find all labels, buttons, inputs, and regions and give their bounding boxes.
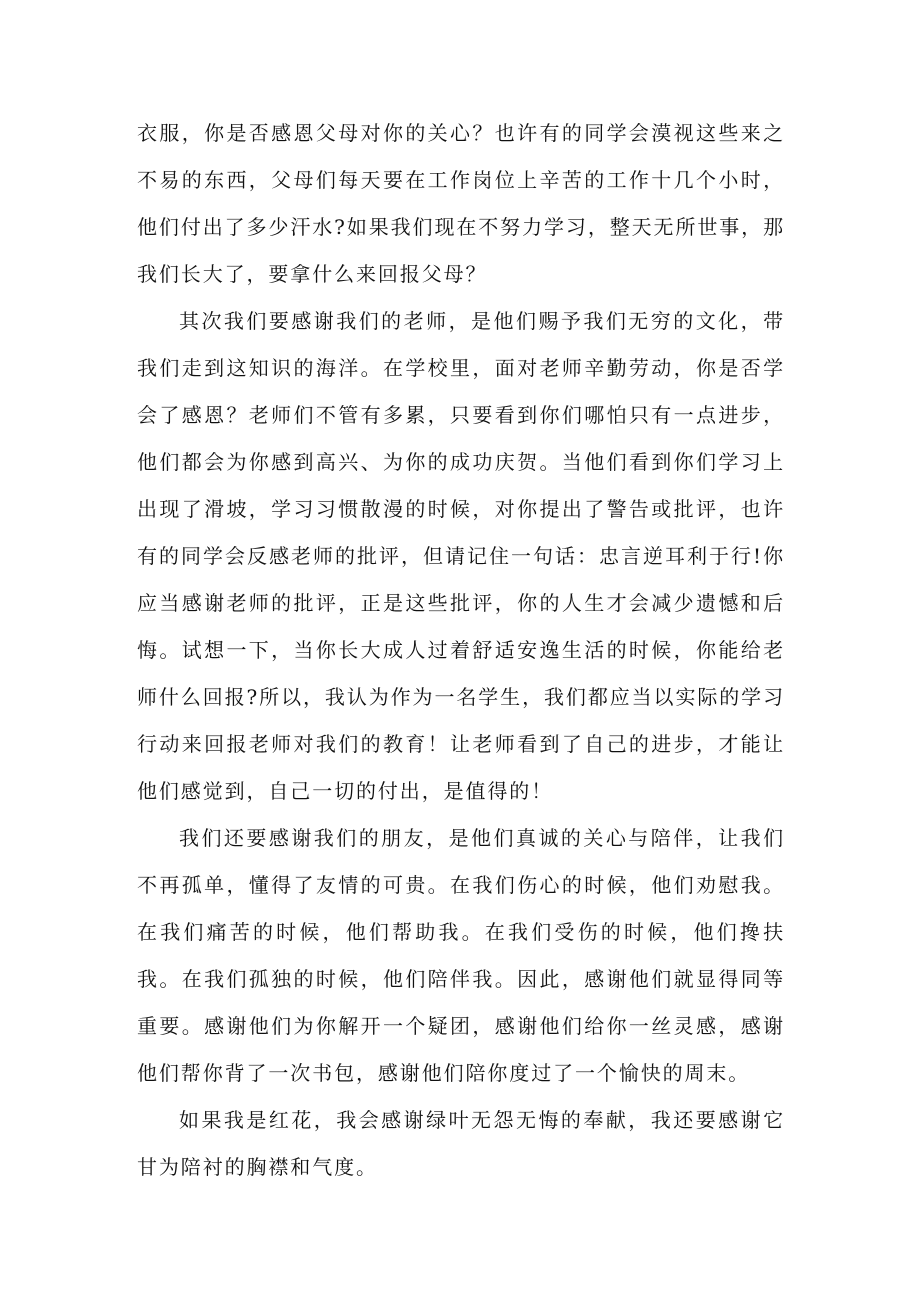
paragraph-friends-gratitude: 我们还要感谢我们的朋友，是他们真诚的关心与陪伴，让我们不再孤单，懂得了友情的可贵。在我们伤心的时候，他们劝慰我。在我们痛苦的时候，他们帮助我。在我们受伤的时候，他们搀扶我。在我们孤独的时候，他们陪伴我。因此，感谢他们就显得同等重要。感谢他们为你解开一个疑团，感谢他们给你一丝灵感，感谢他们帮你背了一次书包，感谢他们陪你度过了一个愉快的周末。 — [137, 826, 785, 1085]
document-body — [137, 110, 785, 1191]
paragraph-parents-gratitude: 衣服，你是否感恩父母对你的关心？也许有的同学会漠视这些来之不易的东西，父母们每天要在工作岗位上辛苦的工作十几个小时，他们付出了多少汗水?如果我们现在不努力学习，整天无所世事，那我们长大了，要拿什么来回报父母？ — [137, 121, 785, 286]
paragraph-teachers-gratitude: 其次我们要感谢我们的老师，是他们赐予我们无穷的文化，带我们走到这知识的海洋。在学校里，面对老师辛勤劳动，你是否学会了感恩？老师们不管有多累，只要看到你们哪怕只有一点进步，他们都会为你感到高兴、为你的成功庆贺。当他们看到你们学习上出现了滑坡，学习习惯散漫的时候，对你提出了警告或批评，也许有的同学会反感老师的批评，但请记住一句话：忠言逆耳利于行!你应当感谢老师的批评，正是这些批评，你的人生才会减少遗憾和后悔。试想一下，当你长大成人过着舒适安逸生活的时候，你能给老师什么回报?所以，我认为作为一名学生，我们都应当以实际的学习行动来回报老师对我们的教育！让老师看到了自己的进步，才能让他们感觉到，自己一切的付出，是值得的！ — [137, 309, 785, 803]
paragraph-red-flower: 如果我是红花，我会感谢绿叶无怨无悔的奉献，我还要感谢它甘为陪衬的胸襟和气度。 — [137, 1108, 785, 1179]
